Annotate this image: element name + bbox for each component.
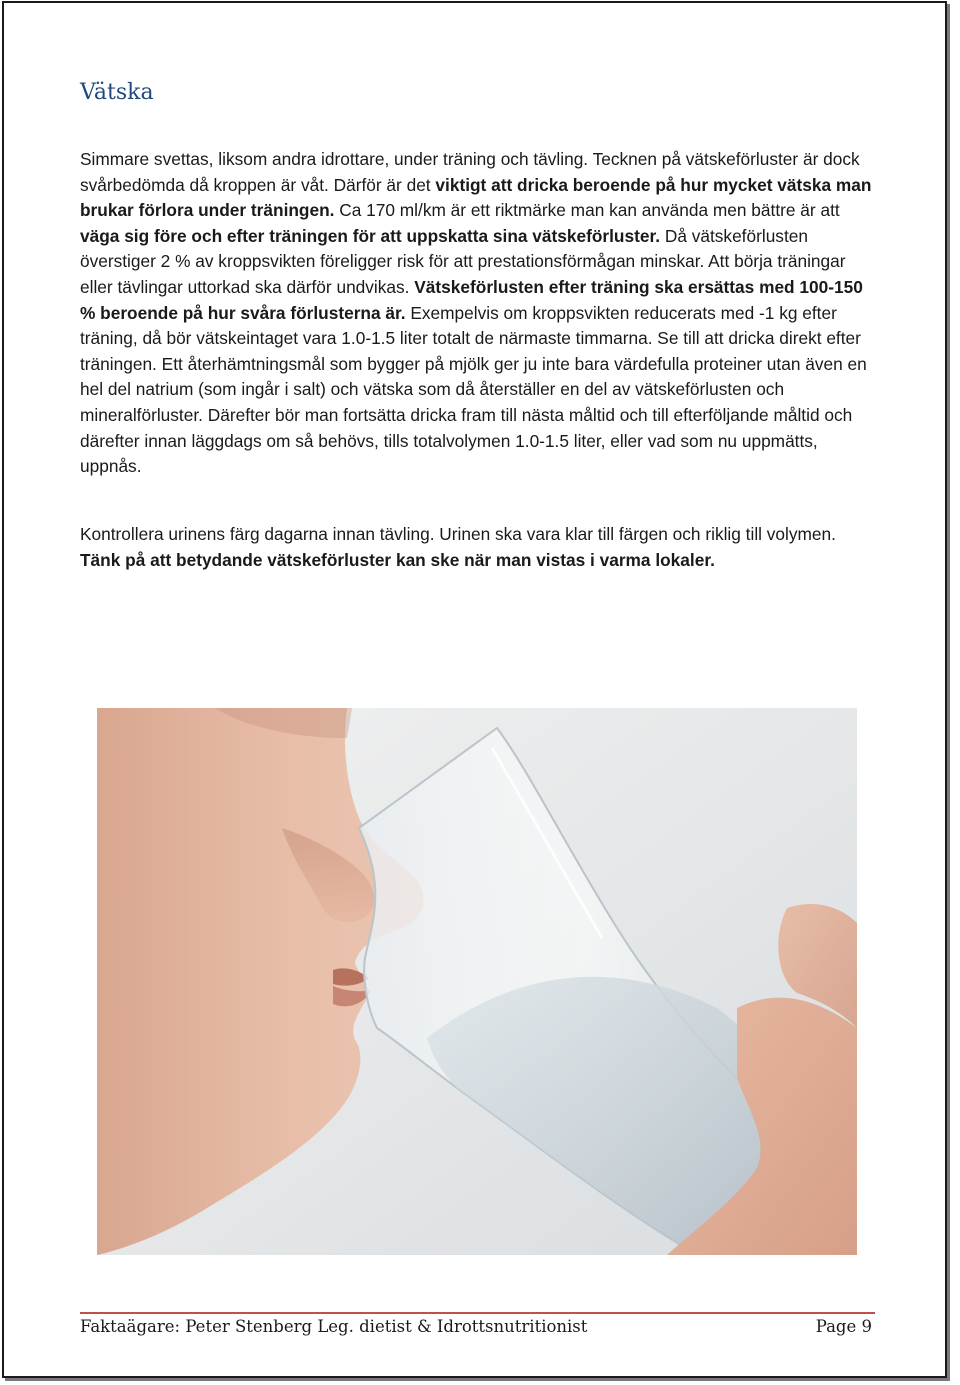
- paragraph-1-segment: Då vätskeförlusten överstiger 2 % av kroppsvikten föreligger risk för att prestationsförmågan minskar. Att börja träningar eller tävlingar uttorkad ska därför undvikas.: [80, 225, 846, 297]
- drinking-water-photo: [97, 708, 857, 1255]
- footer-author: Faktaägare: Peter Stenberg Leg. dietist & Idrottsnutritionist: [80, 1317, 588, 1336]
- paragraph-1-segment: Exempelvis om kroppsvikten reducerats med -1 kg efter träning, då bör vätskeintaget vara 1.0-1.5 liter totalt de närmaste timmarna. Se till att dricka direkt efter träningen. Ett återhämtningsmål som bygger på mjölk ger ju inte bara värdefulla proteiner utan även en hel del natrium (som ingår i salt) och vätska som då återställer en del av vätskeförlusten och mineralförluster. Därefter bör man fortsätta dricka fram till nästa måltid och till efterföljande måltid och därefter innan läggdags om så behövs, tills totalvolymen 1.0-1.5 liter, eller vad som nu uppmätts, uppnås.: [80, 302, 867, 477]
- section-heading: Vätska: [80, 80, 154, 105]
- body-paragraph-2: [80, 522, 880, 573]
- paragraph-1-segment: Ca 170 ml/km är ett riktmärke man kan använda men bättre är att: [334, 200, 840, 221]
- page-number: Page 9: [815, 1317, 872, 1336]
- paragraph-1-segment: Simmare svettas, liksom andra idrottare, under träning och tävling. Tecknen på vätskeförluster är dock svårbedömda då kroppen är våt. Därför är det: [80, 149, 860, 195]
- paragraph-2-segment: Kontrollera urinens färg dagarna innan tävling. Urinen ska vara klar till färgen och riklig till volymen.: [80, 524, 836, 544]
- paragraph-1-emphasis: viktigt att dricka beroende på hur mycket vätska man brukar förlora under träningen.: [80, 174, 872, 221]
- paragraph-1-emphasis: väga sig före och efter träningen för att uppskatta sina vätskeförluster.: [80, 225, 661, 246]
- paragraph-1-emphasis: Vätskeförlusten efter träning ska ersättas med 100-150 % beroende på hur svåra förlusterna är.: [80, 276, 863, 323]
- paragraph-2-emphasis: Tänk på att betydande vätskeförluster kan ske när man vistas i varma lokaler.: [80, 549, 715, 570]
- body-paragraph-1: [80, 147, 880, 480]
- footer-divider: [80, 1312, 875, 1314]
